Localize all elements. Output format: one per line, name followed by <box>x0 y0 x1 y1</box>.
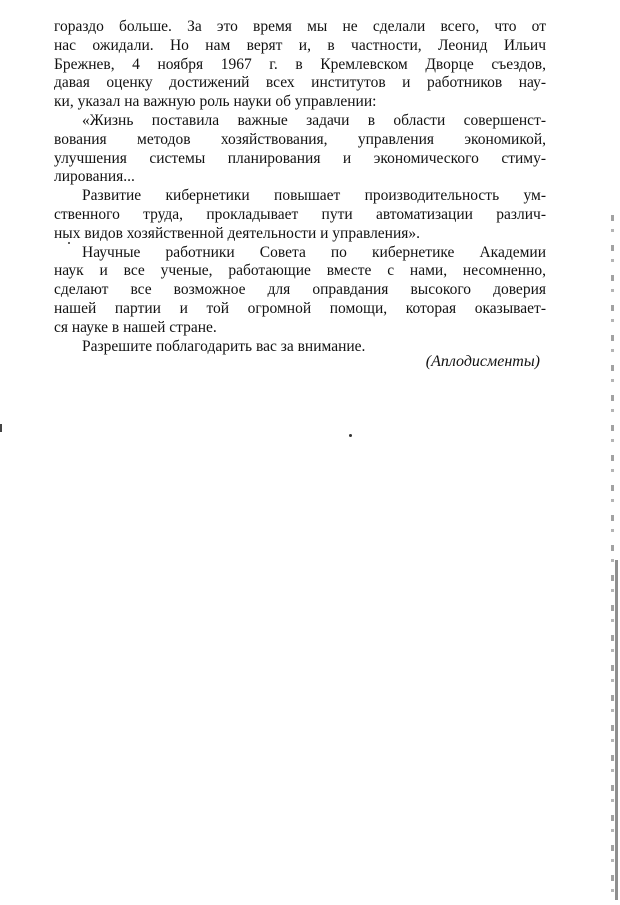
quote-line: Развитие кибернетики повышает производительность ум- <box>82 187 546 205</box>
quote-line: ственного труда, прокладывает пути автоматизации различ- <box>54 205 546 223</box>
page-edge-mark <box>611 215 614 895</box>
print-speck <box>349 434 352 437</box>
applause-note: (Аплодисменты) <box>425 353 540 370</box>
text-line: наук и все ученые, работающие вместе с нами, несомненно, <box>54 262 546 280</box>
text-line: ся науке в нашей стране. <box>54 318 217 336</box>
quote-line: «Жизнь поставила важные задачи в области совершенст- <box>82 111 546 129</box>
text-line: Научные работники Совета по кибернетике Академии <box>82 243 546 261</box>
quote-line: вования методов хозяйствования, управления экономикой, <box>54 130 546 148</box>
quote-line: улучшения системы планирования и экономического стиму- <box>54 149 546 167</box>
text-line: гораздо больше. За это время мы не сделали всего, что от <box>54 18 546 35</box>
text-line: Брежнев, 4 ноября 1967 г. в Кремлевском Дворце съездов, <box>54 55 546 73</box>
print-speck <box>68 242 70 244</box>
closing-line: Разрешите поблагодарить вас за внимание. <box>82 337 366 355</box>
quote-line: ных видов хозяйственной деятельности и управления». <box>54 224 421 242</box>
text-line: нас ожидали. Но нам верят и, в частности, Леонид Ильич <box>54 36 546 54</box>
text-line: давая оценку достижений всех институтов и работников нау- <box>54 74 546 92</box>
quote-line: лирования... <box>54 168 135 186</box>
text-line: нашей партии и той огромной помощи, которая оказывает- <box>54 299 546 317</box>
page-edge-mark <box>615 560 618 900</box>
text-line: сделают все возможное для оправдания высокого доверия <box>54 281 546 299</box>
text-line: ки, указал на важную роль науки об управлении: <box>54 93 377 111</box>
body-text <box>54 18 546 356</box>
page-edge-mark <box>0 424 2 432</box>
